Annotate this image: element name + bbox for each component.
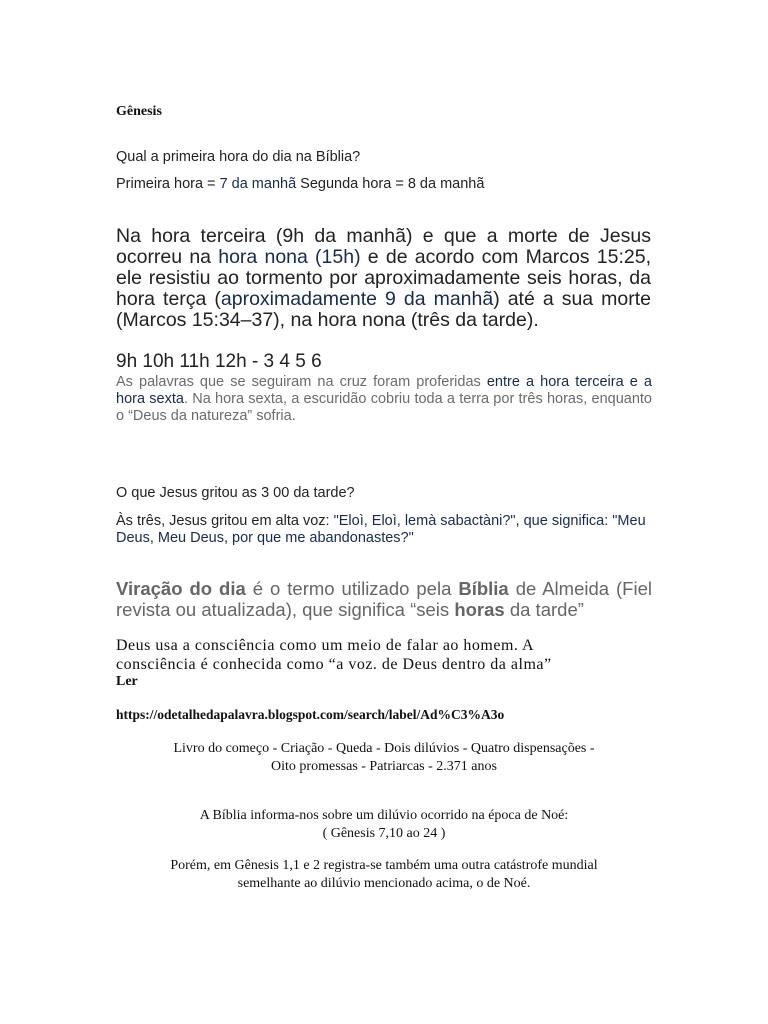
cross-words-paragraph bbox=[116, 374, 652, 425]
genesis-summary bbox=[116, 740, 652, 776]
paragraph-text: de Almeida (Fiel revista ou atualizada), que significa “seis bbox=[116, 578, 652, 620]
read-label: Ler bbox=[116, 674, 138, 689]
paragraph-text: ) até a sua morte (Marcos 15:34–37), na hora nona (três da tarde). bbox=[116, 288, 651, 331]
source-link[interactable]: https://odetalhedapalavra.blogspot.com/search/label/Ad%C3%A3o bbox=[116, 707, 505, 722]
hours-sequence: 9h 10h 11h 12h - 3 4 5 6 bbox=[116, 351, 322, 372]
catastrophe-line: Porém, em Gênesis 1,1 e 2 registra-se também uma outra catástrofe mundial bbox=[170, 858, 598, 873]
highlight-third-sixth-hour: entre a hora terceira e a hora sexta bbox=[116, 374, 652, 407]
paragraph-text: é o termo utilizado pela bbox=[245, 578, 459, 599]
catastrophe-line: semelhante ao dilúvio mencionado acima, o de Noé. bbox=[237, 876, 531, 891]
summary-line: Oito promessas - Patriarcas - 2.371 anos bbox=[271, 759, 497, 774]
question-first-hour: Qual a primeira hora do dia na Bíblia? bbox=[116, 149, 361, 165]
paragraph-text: . Na hora sexta, a escuridão cobriu toda a terra por três horas, enquanto o “Deus da natureza” sofria. bbox=[116, 391, 652, 424]
hours-highlight: 7 da manhã bbox=[219, 176, 297, 192]
term-bold: Bíblia bbox=[458, 578, 509, 599]
summary-line: Livro do começo - Criação - Queda - Dois dilúvios - Quatro dispensações - bbox=[173, 741, 595, 756]
question-jesus-cry: O que Jesus gritou as 3 00 da tarde? bbox=[116, 485, 355, 501]
flood-line: A Bíblia informa-nos sobre um dilúvio ocorrido na época de Noé: bbox=[199, 808, 569, 823]
paragraph-text: e de acordo com Marcos 15:25, ele resistiu ao tormento por aproximadamente seis horas, da hora terça ( bbox=[116, 246, 651, 310]
highlight-nine-am: aproximadamente 9 da manhã bbox=[220, 288, 494, 310]
hours-definition bbox=[116, 176, 652, 192]
conscience-paragraph: Deus usa a consciência como um meio de falar ao homem. A consciência é conhecida como “a voz. de Deus dentro da alma” bbox=[116, 637, 552, 673]
paragraph-text: As palavras que se seguiram na cruz foram proferidas bbox=[116, 374, 487, 390]
flood-line: ( Gênesis 7,10 ao 24 ) bbox=[322, 826, 446, 841]
death-of-jesus-paragraph bbox=[116, 226, 651, 331]
highlight-ninth-hour: hora nona (15h) bbox=[218, 246, 361, 268]
term-bold: horas bbox=[454, 599, 505, 620]
hours-text-c: Segunda hora = 8 da manhã bbox=[296, 176, 485, 192]
paragraph-text: Na hora terceira (9h da manhã) e que a morte de Jesus ocorreu na bbox=[116, 225, 651, 268]
page-title: Gênesis bbox=[116, 104, 162, 119]
flood-paragraph bbox=[116, 807, 652, 843]
highlight-eloi-quote: "Eloì, Eloì, lemà sabactàni?", que significa: "Meu Deus, Meu Deus, por que me abandonastes?" bbox=[116, 513, 646, 546]
term-bold: Viração do dia bbox=[116, 578, 246, 599]
catastrophe-paragraph bbox=[116, 857, 652, 893]
viracao-paragraph bbox=[116, 578, 652, 620]
paragraph-text: da tarde” bbox=[504, 599, 584, 620]
jesus-cry-answer bbox=[116, 513, 652, 547]
hours-text-a: Primeira hora = bbox=[116, 176, 220, 192]
paragraph-text: Às três, Jesus gritou em alta voz: bbox=[116, 513, 334, 529]
